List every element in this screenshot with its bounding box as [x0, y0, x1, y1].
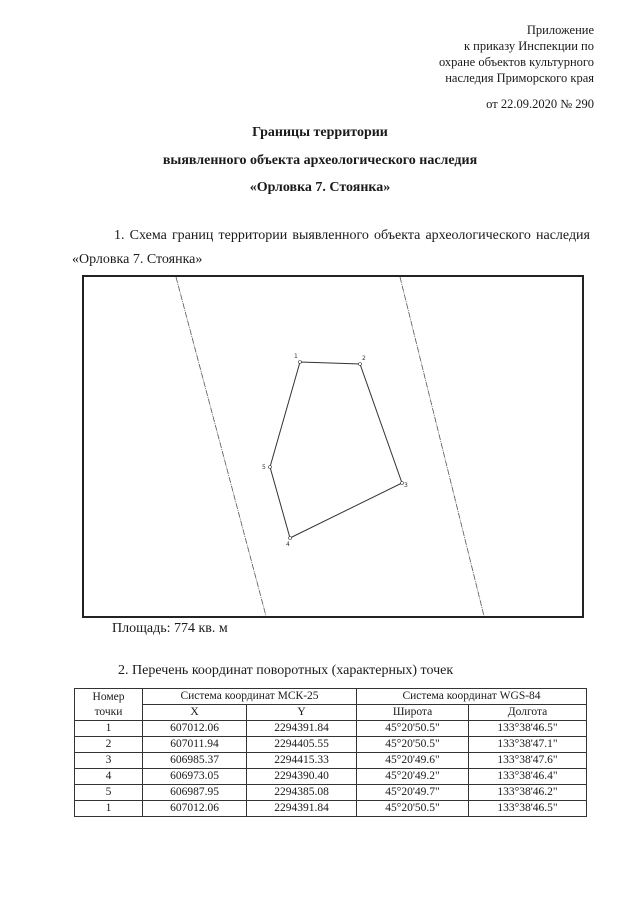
cell-latitude: 45°20'49.2"	[357, 769, 469, 785]
header-longitude: Долгота	[469, 705, 587, 721]
coordinates-table	[74, 688, 587, 817]
cell-latitude: 45°20'50.5"	[357, 721, 469, 737]
header-y: Y	[247, 705, 357, 721]
area-text: Площадь: 774 кв. м	[112, 621, 228, 636]
cell-y: 2294385.08	[247, 785, 357, 801]
table-row	[75, 721, 587, 737]
cell-longitude: 133°38'47.1"	[469, 737, 587, 753]
vertex-label: 2	[362, 355, 366, 362]
cell-y: 2294390.40	[247, 769, 357, 785]
cell-longitude: 133°38'46.2"	[469, 785, 587, 801]
header-point-number	[75, 689, 143, 721]
cell-latitude: 45°20'50.5"	[357, 737, 469, 753]
appendix-line: к приказу Инспекции по	[463, 39, 594, 53]
table-row	[75, 769, 587, 785]
cell-y: 2294391.84	[247, 801, 357, 817]
cell-longitude: 133°38'46.4"	[469, 769, 587, 785]
cell-y: 2294415.33	[247, 753, 357, 769]
territory-boundary-polygon	[270, 362, 402, 538]
cell-x: 606987.95	[143, 785, 247, 801]
boundary-scheme	[82, 275, 584, 618]
cell-y: 2294405.55	[247, 737, 357, 753]
table-header-row	[75, 689, 587, 705]
cell-longitude: 133°38'46.5"	[469, 801, 587, 817]
table-row	[75, 785, 587, 801]
section-2-heading: 2. Перечень координат поворотных (характерных) точек	[118, 663, 454, 678]
cell-point-number: 1	[75, 721, 143, 737]
table-row	[75, 737, 587, 753]
cell-latitude: 45°20'49.7"	[357, 785, 469, 801]
document-title-line-3: «Орловка 7. Стоянка»	[249, 180, 391, 195]
cell-x: 607012.06	[143, 801, 247, 817]
cell-longitude: 133°38'47.6"	[469, 753, 587, 769]
order-reference: от 22.09.2020 № 290	[486, 97, 594, 111]
appendix-block	[334, 22, 594, 86]
appendix-line: наследия Приморского края	[445, 71, 594, 85]
strip-boundary-left	[176, 277, 266, 616]
vertex-label: 4	[286, 541, 290, 548]
appendix-line: Приложение	[526, 23, 594, 37]
document-title-line-1: Границы территории	[252, 125, 388, 140]
header-point-number-line-2: точки	[94, 705, 123, 718]
boundary-scheme-drawing	[84, 277, 582, 616]
document-title-line-2: выявленного объекта археологического наследия	[162, 153, 478, 168]
vertex-marker	[359, 363, 362, 366]
cell-point-number: 3	[75, 753, 143, 769]
cell-latitude: 45°20'50.5"	[357, 801, 469, 817]
header-msk25: Система координат МСК-25	[143, 689, 357, 705]
header-x: X	[143, 705, 247, 721]
cell-latitude: 45°20'49.6"	[357, 753, 469, 769]
vertex-label: 3	[404, 482, 408, 489]
strip-boundary-right	[400, 277, 484, 616]
cell-point-number: 2	[75, 737, 143, 753]
table-subheader-row	[75, 705, 587, 721]
section-1-heading: 1. Схема границ территории выявленного объекта археологического наследия «Орловка 7. Стоянка»	[72, 228, 590, 267]
appendix-line: охране объектов культурного	[438, 55, 594, 69]
vertex-label: 1	[294, 353, 298, 360]
cell-point-number: 5	[75, 785, 143, 801]
cell-y: 2294391.84	[247, 721, 357, 737]
cell-point-number: 4	[75, 769, 143, 785]
cell-longitude: 133°38'46.5"	[469, 721, 587, 737]
header-wgs84: Система координат WGS-84	[357, 689, 587, 705]
vertex-marker	[299, 361, 302, 364]
vertex-label: 5	[262, 464, 266, 471]
table-row	[75, 801, 587, 817]
cell-x: 606985.37	[143, 753, 247, 769]
vertex-marker	[269, 466, 272, 469]
cell-x: 607012.06	[143, 721, 247, 737]
cell-x: 606973.05	[143, 769, 247, 785]
vertex-marker	[289, 537, 292, 540]
cell-x: 607011.94	[143, 737, 247, 753]
vertex-markers	[269, 361, 404, 540]
table-row	[75, 753, 587, 769]
header-point-number-line-1: Номер	[92, 690, 125, 703]
cell-point-number: 1	[75, 801, 143, 817]
header-latitude: Широта	[357, 705, 469, 721]
